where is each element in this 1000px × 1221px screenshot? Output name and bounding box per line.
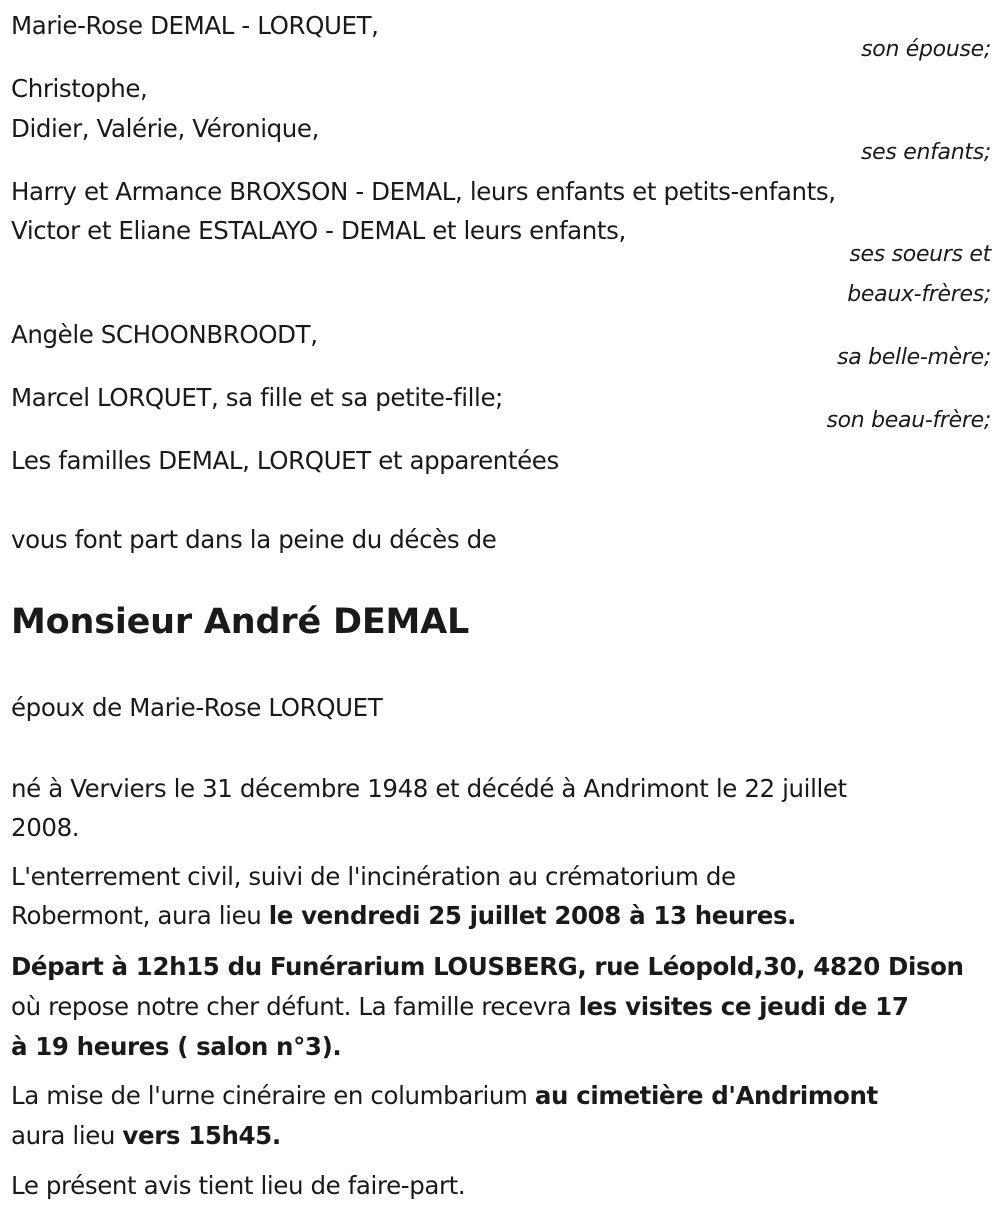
spouse-relation: son épouse; (861, 37, 991, 62)
children-relation: ses enfants; (860, 140, 991, 165)
visits-line-2 (11, 1031, 341, 1063)
mother-in-law-relation: sa belle-mère; (837, 345, 991, 370)
departure-line (11, 951, 964, 983)
urn-text: La mise de l'urne cinéraire en columbarium (11, 1081, 535, 1110)
announcement-intro: vous font part dans la peine du décès de (11, 525, 497, 554)
urn-line-1 (11, 1080, 878, 1112)
child-name: Christophe, (11, 74, 148, 103)
visits-time: les visites ce jeudi de 17 (578, 992, 909, 1021)
urn-line-2 (11, 1120, 281, 1152)
related-families: Les familles DEMAL, LORQUET et apparentées (11, 446, 559, 475)
brother-in-law-name: Marcel LORQUET, sa fille et sa petite-fille; (11, 383, 503, 412)
children-names: Didier, Valérie, Véronique, (11, 114, 319, 143)
closing-note: Le présent avis tient lieu de faire-part. (11, 1171, 466, 1200)
brother-in-law-relation: son beau-frère; (826, 408, 991, 433)
urn-time: vers 15h45. (122, 1121, 281, 1150)
funeral-p1-text: Robermont, aura lieu (11, 901, 269, 930)
siblings-relation-line2: beaux-frères; (847, 282, 991, 307)
deceased-name: Monsieur André DEMAL (11, 602, 470, 642)
sibling-family-1: Harry et Armance BROXSON - DEMAL, leurs enfants et petits-enfants, (11, 177, 836, 206)
visits-text: où repose notre cher défunt. La famille recevra (11, 992, 579, 1021)
funeral-p1-line2 (11, 900, 796, 932)
visits-line (11, 991, 908, 1023)
visits-salon: à 19 heures ( salon n°3). (11, 1032, 342, 1061)
birth-death-line2: 2008. (11, 813, 80, 842)
birth-death-line1: né à Verviers le 31 décembre 1948 et décédé à Andrimont le 22 juillet (11, 774, 847, 803)
sibling-family-2: Victor et Eliane ESTALAYO - DEMAL et leurs enfants, (11, 216, 626, 245)
urn-cemetery: au cimetière d'Andrimont (534, 1081, 878, 1110)
spouse-of: époux de Marie-Rose LORQUET (11, 693, 383, 722)
mother-in-law-name: Angèle SCHOONBROODT, (11, 320, 318, 349)
spouse-name: Marie-Rose DEMAL - LORQUET, (11, 11, 379, 40)
funeral-date: le vendredi 25 juillet 2008 à 13 heures. (268, 901, 797, 930)
funeral-p1-line1: L'enterrement civil, suivi de l'incinération au crématorium de (11, 862, 736, 891)
siblings-relation-line1: ses soeurs et (849, 242, 991, 267)
departure-info: Départ à 12h15 du Funérarium LOUSBERG, rue Léopold,30, 4820 Dison (11, 952, 964, 981)
urn-text-b: aura lieu (11, 1121, 123, 1150)
